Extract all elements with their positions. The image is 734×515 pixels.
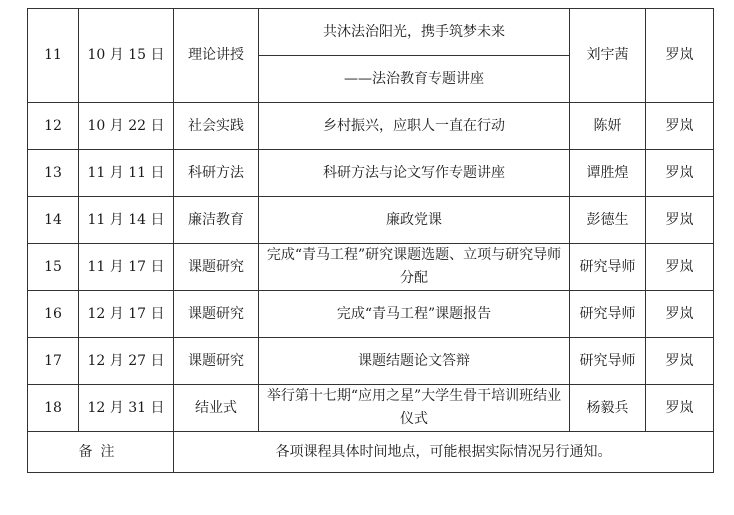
table-row [28, 385, 714, 432]
row-speaker: 谭胜煌 [570, 150, 646, 197]
row-content: 完成“青马工程”课题报告 [259, 291, 570, 338]
table-row [28, 150, 714, 197]
row-date: 10 月 22 日 [79, 103, 174, 150]
row-content: 课题结题论文答辩 [259, 338, 570, 385]
row-number: 17 [28, 338, 79, 385]
row-category: 社会实践 [174, 103, 259, 150]
note-row [28, 432, 714, 473]
row-number: 11 [28, 9, 79, 103]
row-speaker: 刘宇茜 [570, 9, 646, 103]
row-content-line2 [259, 56, 570, 103]
row-content-line1: 共沐法治阳光，携手筑梦未来 [259, 9, 570, 56]
row-category: 结业式 [174, 385, 259, 432]
row-date: 11 月 11 日 [79, 150, 174, 197]
row-content: 廉政党课 [259, 197, 570, 244]
row-date: 12 月 27 日 [79, 338, 174, 385]
row-category: 课题研究 [174, 291, 259, 338]
row-lead: 罗岚 [646, 197, 714, 244]
row-number: 16 [28, 291, 79, 338]
subtitle-text: ——法治教育专题讲座 [344, 70, 484, 87]
row-number: 18 [28, 385, 79, 432]
note-text: 各项课程具体时间地点，可能根据实际情况另行通知。 [174, 432, 714, 473]
table-row [28, 103, 714, 150]
row-lead: 罗岚 [646, 150, 714, 197]
row-speaker: 彭德生 [570, 197, 646, 244]
row-lead: 罗岚 [646, 9, 714, 103]
row-category: 理论讲授 [174, 9, 259, 103]
row-lead: 罗岚 [646, 291, 714, 338]
row-content: 科研方法与论文写作专题讲座 [259, 150, 570, 197]
table-row [28, 197, 714, 244]
row-category: 课题研究 [174, 244, 259, 291]
row-lead: 罗岚 [646, 244, 714, 291]
table-row [28, 338, 714, 385]
row-category: 课题研究 [174, 338, 259, 385]
row-content: 举行第十七期“应用之星”大学生骨干培训班结业仪式 [259, 385, 570, 432]
row-lead: 罗岚 [646, 338, 714, 385]
row-date: 10 月 15 日 [79, 9, 174, 103]
schedule-table [27, 8, 714, 473]
row-date: 12 月 31 日 [79, 385, 174, 432]
note-label: 备注 [28, 432, 174, 473]
table-row [28, 244, 714, 291]
row-content: 乡村振兴，应职人一直在行动 [259, 103, 570, 150]
row-lead: 罗岚 [646, 103, 714, 150]
row-speaker: 研究导师 [570, 244, 646, 291]
row-number: 13 [28, 150, 79, 197]
row-number: 15 [28, 244, 79, 291]
row-speaker: 杨毅兵 [570, 385, 646, 432]
row-speaker: 研究导师 [570, 291, 646, 338]
row-lead: 罗岚 [646, 385, 714, 432]
row-speaker: 研究导师 [570, 338, 646, 385]
row-speaker: 陈妍 [570, 103, 646, 150]
table-row [28, 291, 714, 338]
row-date: 12 月 17 日 [79, 291, 174, 338]
row-category: 廉洁教育 [174, 197, 259, 244]
row-content: 完成“青马工程”研究课题选题、立项与研究导师分配 [259, 244, 570, 291]
row-number: 14 [28, 197, 79, 244]
row-category: 科研方法 [174, 150, 259, 197]
table-row [28, 9, 714, 56]
row-number: 12 [28, 103, 79, 150]
row-date: 11 月 17 日 [79, 244, 174, 291]
row-date: 11 月 14 日 [79, 197, 174, 244]
